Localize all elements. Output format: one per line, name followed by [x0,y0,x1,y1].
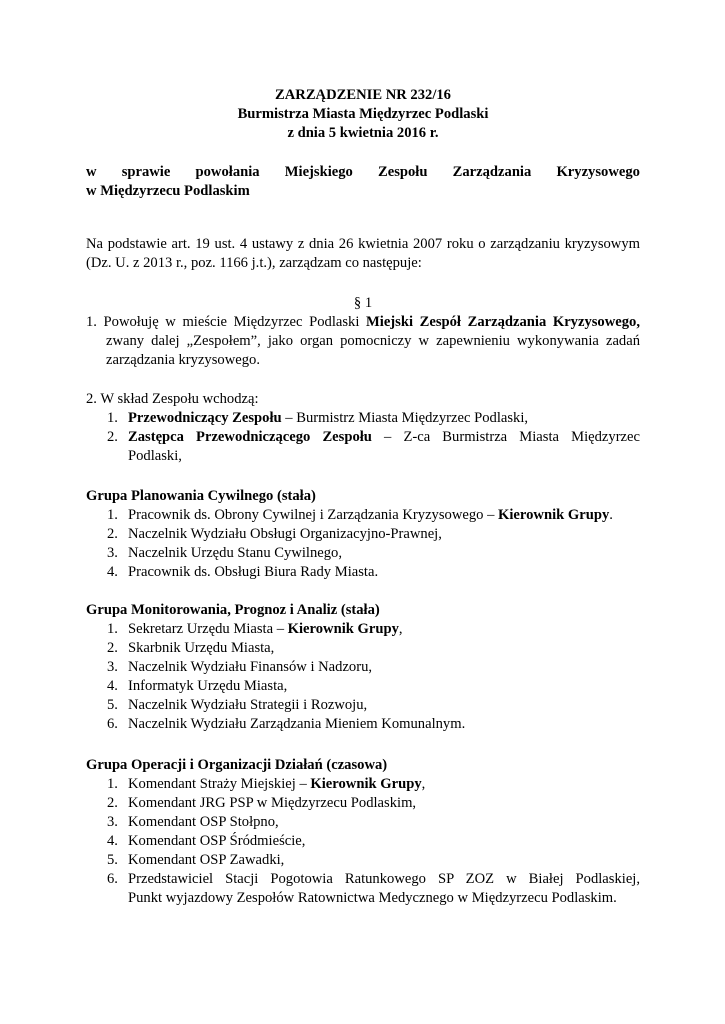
item-tail: . [609,507,613,523]
list-number: 5. [107,697,118,713]
basis-line-2: (Dz. U. z 2013 r., poz. 1166 j.t.), zarządzam co następuje: [86,255,422,271]
subject-word: w [86,164,97,180]
item-text: Naczelnik Wydziału Finansów i Nadzoru, [128,659,373,675]
item-tail: , [398,621,403,637]
list-item [86,870,640,908]
list-item-line-1 [128,428,640,447]
item-text: Komendant OSP Śródmieście, [128,833,306,849]
list-item [86,658,640,677]
list-item [86,813,640,832]
role-bold: Przewodniczący Zespołu [128,410,282,426]
list-item [86,639,640,658]
item-text: Pracownik ds. Obsługi Biura Rady Miasta. [128,564,379,580]
item-text: Naczelnik Urzędu Stanu Cywilnego, [128,545,342,561]
list-item [86,563,640,582]
group-heading: Grupa Planowania Cywilnego (stała) [86,488,316,504]
subject-word: sprawie [121,164,171,180]
subject-word: Kryzysowego [556,164,640,180]
p2-intro: 2. W skład Zespołu wchodzą: [86,391,259,407]
list-number: 2. [107,640,118,656]
document-header [86,86,640,143]
item-text: Komendant OSP Zawadki, [128,852,285,868]
list-item-continuation: Podlaski, [128,448,182,464]
list-item [86,428,640,466]
p1-line-2: zwany dalej „Zespołem”, jako organ pomocniczy w zapewnieniu wykonywania zadań [106,333,640,349]
list-item [86,409,640,428]
team-name: Miejski Zespół Zarządzania Kryzysowego, [366,314,640,330]
basis-line-1: Na podstawie art. 19 ust. 4 ustawy z dnia 26 kwietnia 2007 roku o zarządzaniu kryzysowym [86,236,640,252]
role-text: – Z-ca Burmistrza Miasta Międzyrzec [371,429,640,445]
group-heading: Grupa Operacji i Organizacji Działań (czasowa) [86,757,388,773]
subject-line-1 [86,163,640,182]
document-subject [86,163,640,201]
list-number: 3. [107,659,118,675]
list-number: 2. [107,429,118,445]
list-number: 4. [107,564,118,580]
document-title: ZARZĄDZENIE NR 232/16 [275,87,451,103]
item-bold: Kierownik Grupy [498,507,610,523]
item-continuation: Punkt wyjazdowy Zespołów Ratownictwa Medycznego w Międzyrzecu Podlaskim. [128,890,617,906]
subject-word: powołania [195,164,260,180]
list-number: 5. [107,852,118,868]
group-operations [86,756,640,908]
item-text: Pracownik ds. Obrony Cywilnej i Zarządzania Kryzysowego – [128,507,499,523]
list-number: 1. [107,410,118,426]
item-text: Naczelnik Wydziału Strategii i Rozwoju, [128,697,368,713]
list-item [86,794,640,813]
section-mark: § 1 [353,295,373,311]
list-item [86,715,640,734]
document-issuer: Burmistrza Miasta Międzyrzec Podlaski [237,106,489,122]
list-number: 1. [107,776,118,792]
item-text: Naczelnik Wydziału Zarządzania Mieniem Komunalnym. [128,716,466,732]
item-text: Komendant Straży Miejskiej – [128,776,311,792]
list-item [86,677,640,696]
list-item [86,544,640,563]
list-item [86,525,640,544]
group-planning [86,487,640,582]
list-number: 1. [107,621,118,637]
list-item [86,620,640,639]
subject-word: Zarządzania [452,164,532,180]
list-number: 3. [107,814,118,830]
list-item [86,506,640,525]
role-bold: Zastępca Przewodniczącego Zespołu [128,429,372,445]
list-number: 4. [107,833,118,849]
list-item [86,775,640,794]
p1-line-3: zarządzania kryzysowego. [106,352,260,368]
paragraph-2 [86,390,640,466]
list-number: 1. [107,507,118,523]
item-bold: Kierownik Grupy [310,776,422,792]
item-text: Sekretarz Urzędu Miasta – [128,621,288,637]
subject-word: Miejskiego [284,164,353,180]
subject-word: Zespołu [378,164,428,180]
item-text: Przedstawiciel Stacji Pogotowia Ratunkowego SP ZOZ w Białej Podlaskiej, [128,871,640,887]
list-number: 3. [107,545,118,561]
item-text: Komendant JRG PSP w Międzyrzecu Podlaskim, [128,795,417,811]
list-number: 2. [107,795,118,811]
list-number: 6. [107,871,118,887]
group-heading: Grupa Monitorowania, Prognoz i Analiz (stała) [86,602,380,618]
subject-line-2: w Międzyrzecu Podlaskim [86,183,250,199]
group-monitoring [86,601,640,734]
item-text: Komendant OSP Stołpno, [128,814,279,830]
paragraph-1 [86,313,640,370]
list-item [86,851,640,870]
list-number: 4. [107,678,118,694]
item-tail: , [421,776,426,792]
item-text: Informatyk Urzędu Miasta, [128,678,288,694]
list-item [86,832,640,851]
item-bold: Kierownik Grupy [287,621,399,637]
role-text: – Burmistrz Miasta Międzyrzec Podlaski, [281,410,529,426]
p1-text: 1. Powołuję w mieście Międzyrzec Podlaski [86,314,366,330]
list-number: 2. [107,526,118,542]
item-text: Naczelnik Wydziału Obsługi Organizacyjno-Prawnej, [128,526,442,542]
list-item [86,696,640,715]
item-text: Skarbnik Urzędu Miasta, [128,640,275,656]
legal-basis [86,235,640,273]
document-date: z dnia 5 kwietnia 2016 r. [287,125,439,141]
p1-line-1 [86,313,640,332]
list-number: 6. [107,716,118,732]
